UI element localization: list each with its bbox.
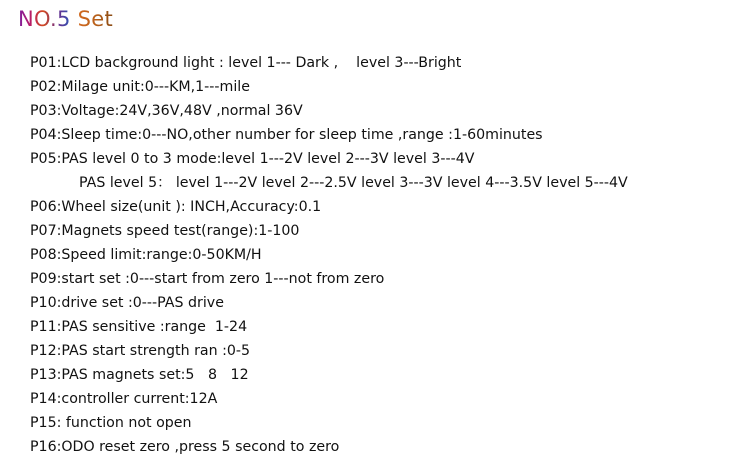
- parameter-line-p02: P02:Milage unit:0---KM,1---mile: [30, 79, 250, 95]
- parameter-line-p08: P08:Speed limit:range:0-50KM/H: [30, 247, 262, 263]
- parameter-list: [30, 51, 735, 459]
- parameter-line-p09: P09:start set :0---start from zero 1---not from zero: [30, 271, 385, 287]
- page-title: [18, 4, 113, 34]
- parameter-line-p13: P13:PAS magnets set:5 8 12: [30, 367, 249, 383]
- parameter-line-p12: P12:PAS start strength ran :0-5: [30, 343, 251, 359]
- parameter-line-p15: P15: function not open: [30, 415, 192, 431]
- parameter-line-p10: P10:drive set :0---PAS drive: [30, 295, 224, 311]
- parameter-line-p01: P01:LCD background light : level 1--- Dark , level 3---Bright: [30, 55, 462, 71]
- parameter-line-p04: P04:Sleep time:0---NO,other number for sleep time ,range :1-60minutes: [30, 127, 543, 143]
- page-title-word: Set: [77, 7, 113, 31]
- parameter-line-p03: P03:Voltage:24V,36V,48V ,normal 36V: [30, 103, 303, 119]
- parameter-line-p07: P07:Magnets speed test(range):1-100: [30, 223, 300, 239]
- parameter-line-p05-pas-level-5: PAS level 5： level 1---2V level 2---2.5V level 3---3V level 4---3.5V level 5---4V: [79, 175, 628, 191]
- parameter-line-p06: P06:Wheel size(unit ): INCH,Accuracy:0.1: [30, 199, 322, 215]
- parameter-line-p11: P11:PAS sensitive :range 1-24: [30, 319, 248, 335]
- parameter-line-p05: P05:PAS level 0 to 3 mode:level 1---2V level 2---3V level 3---4V: [30, 151, 475, 167]
- parameter-line-p16: P16:ODO reset zero ,press 5 second to zero: [30, 439, 340, 455]
- page-title-number: NO.5: [18, 7, 71, 31]
- parameter-line-p14: P14:controller current:12A: [30, 391, 218, 407]
